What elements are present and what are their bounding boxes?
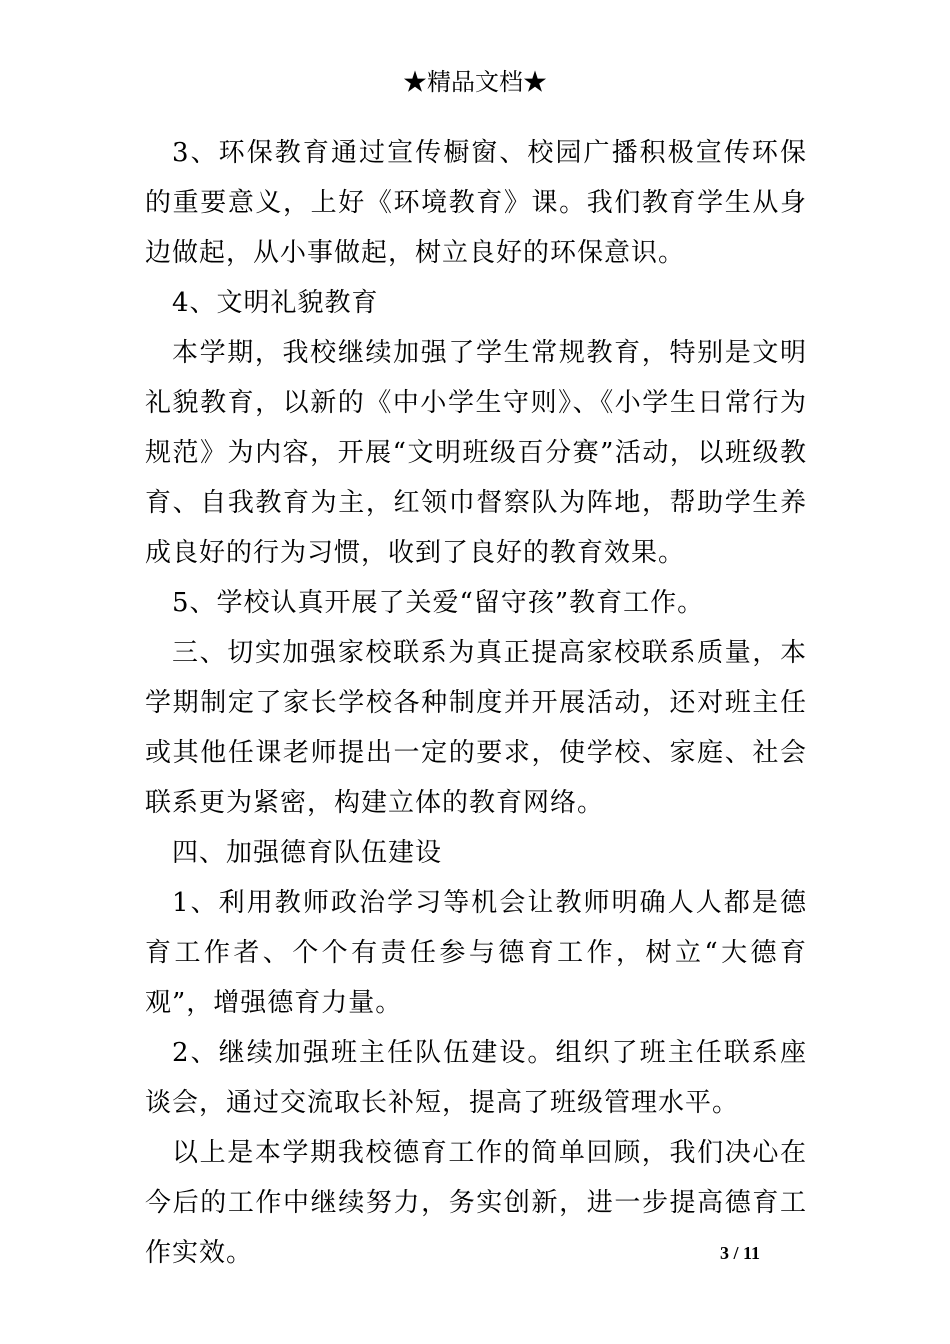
heading-moral-team-building: 四、加强德育队伍建设 xyxy=(172,838,443,868)
page-number: 3 / 11 xyxy=(720,1243,761,1263)
paragraph-home-school-contact: 三、切实加强家校联系为真正提高家校联系质量，本学期制定了家长学校各种制度并开展活动，还对班主任或其他任课老师提出一定的要求，使学校、家庭、社会联系更为紧密，构建立体的教育网络。 xyxy=(145,638,807,818)
paragraph-civility-education: 本学期，我校继续加强了学生常规教育，特别是文明礼貌教育，以新的《中小学生守则》、《小学生日常行为规范》为内容，开展“文明班级百分赛”活动，以班级教育、自我教育为主，红领巾督察队为阵地，帮助学生养成良好的行为习惯，收到了良好的教育效果。 xyxy=(145,338,807,568)
paragraph-conclusion: 以上是本学期我校德育工作的简单回顾，我们决心在今后的工作中继续努力，务实创新，进一步提高德育工作实效。 xyxy=(145,1138,807,1268)
paragraph-left-behind-children: 5、学校认真开展了关爱“留守孩”教育工作。 xyxy=(172,588,705,618)
document-body xyxy=(145,128,807,1278)
page-header: ★精品文档★ xyxy=(403,68,547,96)
paragraph-teacher-study: 1、利用教师政治学习等机会让教师明确人人都是德育工作者、个个有责任参与德育工作，树立“大德育观”，增强德育力量。 xyxy=(145,888,807,1018)
heading-civility-education: 4、文明礼貌教育 xyxy=(172,288,379,318)
paragraph-class-teacher-team: 2、继续加强班主任队伍建设。组织了班主任联系座谈会，通过交流取长补短，提高了班级管理水平。 xyxy=(145,1038,807,1118)
paragraph-environment-education: 3、环保教育通过宣传橱窗、校园广播积极宣传环保的重要意义，上好《环境教育》课。我们教育学生从身边做起，从小事做起，树立良好的环保意识。 xyxy=(145,138,807,268)
